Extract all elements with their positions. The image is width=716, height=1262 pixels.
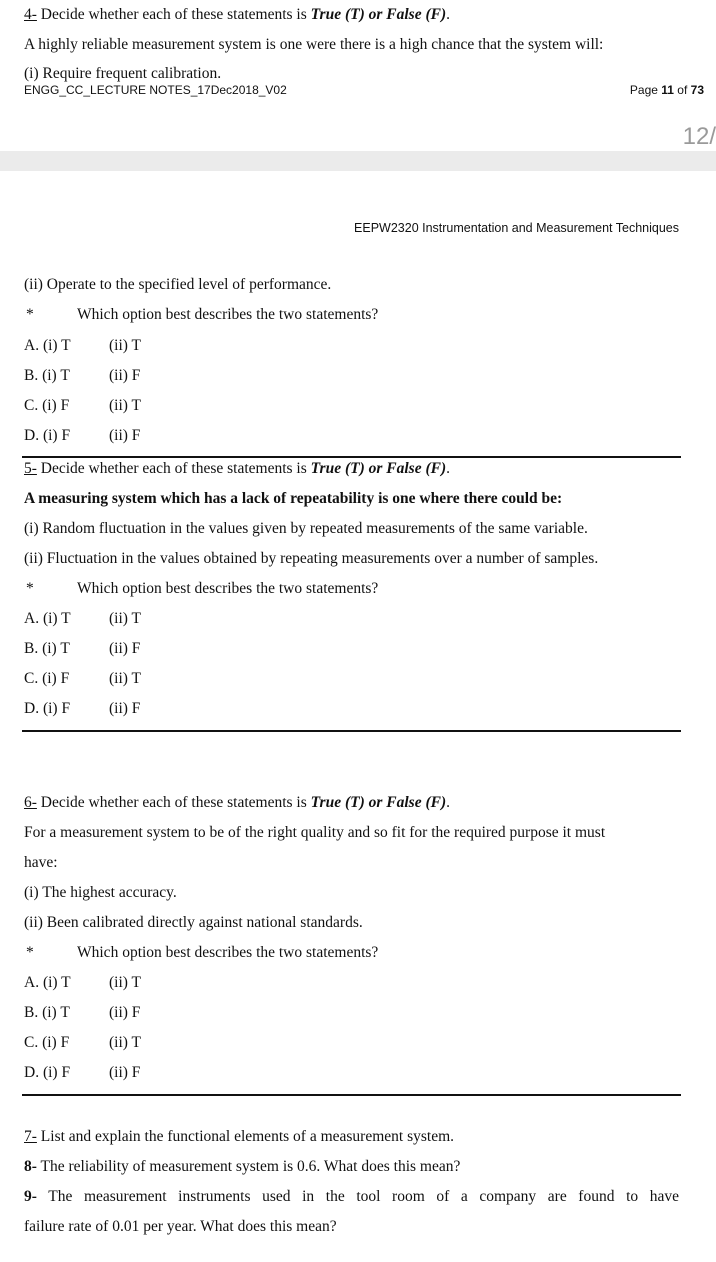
q5-option-c-ii: (ii) T <box>109 670 141 687</box>
page-header-course: EEPW2320 Instrumentation and Measurement Techniques <box>354 221 679 235</box>
q6-option-a: A. (i) T <box>24 974 71 991</box>
q5-prompt: Which option best describes the two statements? <box>77 580 379 597</box>
q6-option-d: D. (i) F <box>24 1064 71 1081</box>
q6-number: 6- <box>24 794 37 811</box>
q4-option-c: C. (i) F <box>24 397 70 414</box>
divider-q6-q7 <box>22 1094 681 1096</box>
q6-option-a-ii: (ii) T <box>109 974 141 991</box>
page-footer-docname: ENGG_CC_LECTURE NOTES_17Dec2018_V02 <box>24 83 287 97</box>
q5-statement-2: (ii) Fluctuation in the values obtained by repeating measurements over a number of samples. <box>24 550 599 567</box>
q4-statement-2: (ii) Operate to the specified level of performance. <box>24 276 332 293</box>
q5-option-c: C. (i) F <box>24 670 70 687</box>
q5-option-b: B. (i) T <box>24 640 70 657</box>
q5-option-a: A. (i) T <box>24 610 71 627</box>
q4-number: 4- <box>24 6 37 23</box>
q9-number: 9- <box>24 1188 37 1205</box>
q6-statement-2: (ii) Been calibrated directly against national standards. <box>24 914 363 931</box>
q6-stem-line-1: For a measurement system to be of the right quality and so fit for the required purpose it must <box>24 824 606 841</box>
divider-q4-q5 <box>22 456 681 458</box>
q6-heading: 6- Decide whether each of these statements is True (T) or False (F). <box>24 794 450 811</box>
q4-stem: A highly reliable measurement system is one were there is a high chance that the system will: <box>24 36 604 53</box>
q6-star: * <box>26 944 34 961</box>
q5-option-b-ii: (ii) F <box>109 640 141 657</box>
q4-heading: 4- Decide whether each of these statements is True (T) or False (F). <box>24 6 450 23</box>
q4-option-a: A. (i) T <box>24 337 71 354</box>
q6-option-b: B. (i) T <box>24 1004 70 1021</box>
q5-stem: A measuring system which has a lack of repeatability is one where there could be: <box>24 490 563 507</box>
q4-option-a-ii: (ii) T <box>109 337 141 354</box>
q9-text-1: The measurement instruments used in the tool room of a company are found to have <box>36 1188 679 1205</box>
q9-line-2: failure rate of 0.01 per year. What does this mean? <box>24 1218 337 1235</box>
q6-option-d-ii: (ii) F <box>109 1064 141 1081</box>
q7-number: 7- <box>24 1128 37 1145</box>
q4-star: * <box>26 306 34 323</box>
q4-option-d: D. (i) F <box>24 427 71 444</box>
q4-statement-1: (i) Require frequent calibration. <box>24 65 222 82</box>
q5-option-a-ii: (ii) T <box>109 610 141 627</box>
q6-stem-line-2: have: <box>24 854 58 871</box>
q7-text: List and explain the functional elements of a measurement system. <box>36 1128 455 1145</box>
q8 <box>24 1158 460 1176</box>
q4-option-b-ii: (ii) F <box>109 367 141 384</box>
q9-line-1 <box>24 1188 679 1206</box>
q6-option-c: C. (i) F <box>24 1034 70 1051</box>
divider-q5-q6 <box>22 730 681 732</box>
q8-number: 8- <box>24 1158 37 1175</box>
q6-option-b-ii: (ii) F <box>109 1004 141 1021</box>
q6-prompt: Which option best describes the two statements? <box>77 944 379 961</box>
viewer-page-indicator: 12/ <box>682 123 716 150</box>
page-separator <box>0 151 716 171</box>
page-footer-number: Page 11 of 73 <box>629 83 704 97</box>
q4-option-d-ii: (ii) F <box>109 427 141 444</box>
q4-option-c-ii: (ii) T <box>109 397 141 414</box>
q8-text: The reliability of measurement system is 0.6. What does this mean? <box>36 1158 461 1175</box>
q5-option-d: D. (i) F <box>24 700 71 717</box>
q5-number: 5- <box>24 460 37 477</box>
q6-option-c-ii: (ii) T <box>109 1034 141 1051</box>
q4-option-b: B. (i) T <box>24 367 70 384</box>
q7 <box>24 1128 454 1146</box>
q5-heading: 5- Decide whether each of these statements is True (T) or False (F). <box>24 460 450 477</box>
q5-option-d-ii: (ii) F <box>109 700 141 717</box>
q4-prompt: Which option best describes the two statements? <box>77 306 379 323</box>
q5-star: * <box>26 580 34 597</box>
q6-statement-1: (i) The highest accuracy. <box>24 884 177 901</box>
q5-statement-1: (i) Random fluctuation in the values given by repeated measurements of the same variable. <box>24 520 588 537</box>
